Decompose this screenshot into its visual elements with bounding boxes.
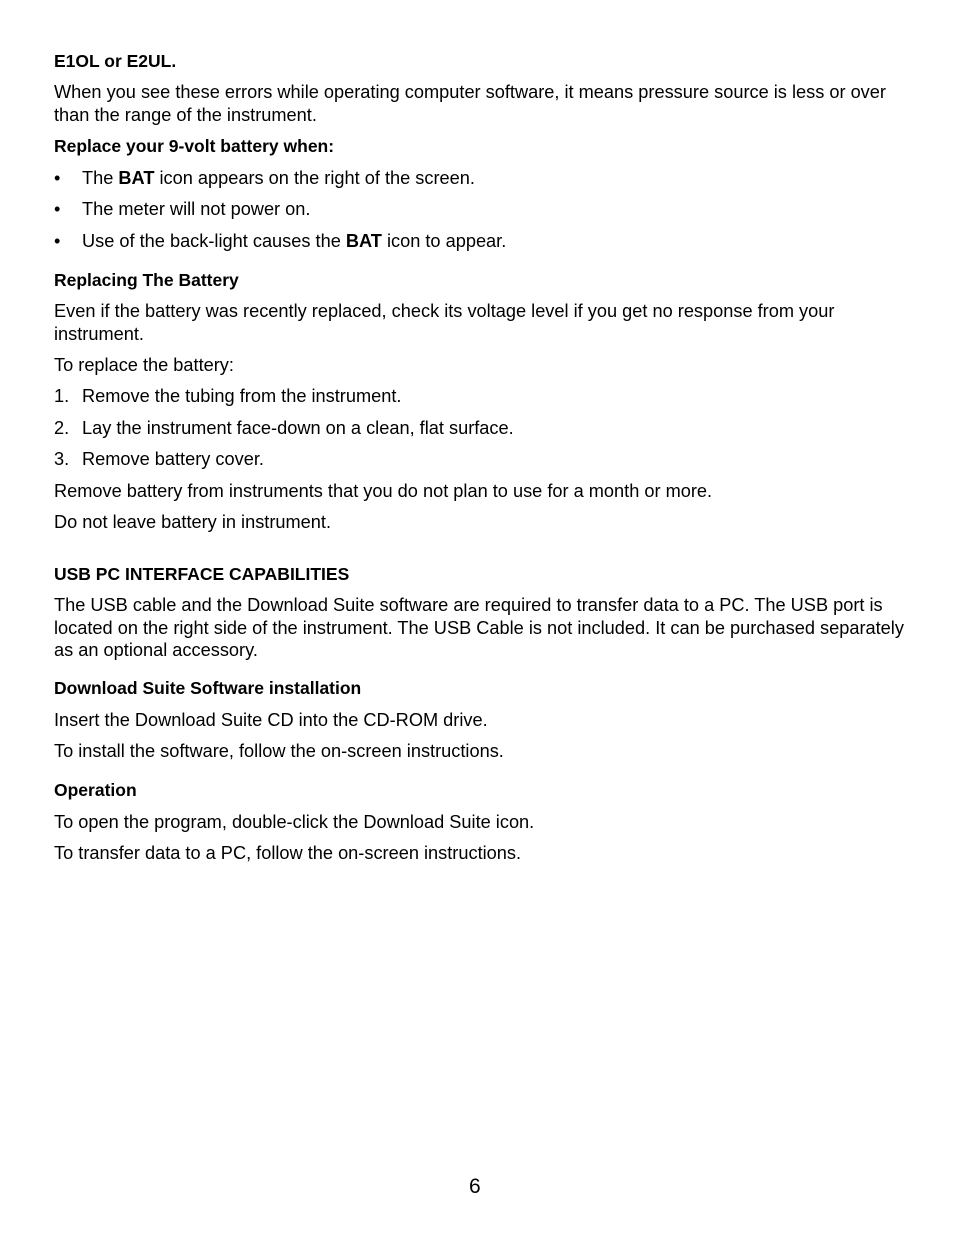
step-text: Lay the instrument face-down on a clean, flat surface. [82, 418, 514, 438]
install-text: Insert the Download Suite CD into the CD-ROM drive. [54, 710, 488, 730]
page-number: 6 [469, 1175, 481, 1198]
replacing-heading: Replacing The Battery [54, 270, 239, 290]
operation-heading: Operation [54, 780, 137, 800]
bullet-text: Use of the back-light causes the BAT icon to appear. [82, 231, 507, 251]
install-heading: Download Suite Software installation [54, 678, 362, 698]
bat-label: BAT [345, 231, 382, 251]
bullet-text: The meter will not power on. [82, 199, 311, 219]
bullet-marker: • [54, 231, 61, 251]
step-number: 2. [54, 418, 70, 438]
step-text: Remove the tubing from the instrument. [82, 386, 402, 406]
replacing-note: Remove battery from instruments that you do not plan to use for a month or more. [54, 481, 713, 501]
bullet-text: The BAT icon appears on the right of the screen. [82, 168, 475, 188]
battery-replace-heading: Replace your 9-volt battery when: [54, 136, 335, 156]
bat-label: BAT [118, 168, 155, 188]
bullet-marker: • [54, 199, 61, 219]
errors-heading: E1OL or E2UL. [54, 51, 177, 71]
step-number: 3. [54, 449, 70, 469]
replacing-note: Do not leave battery in instrument. [54, 512, 331, 532]
replacing-lead: To replace the battery: [54, 355, 234, 375]
replacing-intro: Even if the battery was recently replaced, check its voltage level if you get no response from your instrument. [54, 301, 835, 344]
usb-text: The USB cable and the Download Suite software are required to transfer data to a PC. The USB port is located on the right side of the instrument. The USB Cable is not included. It can be purchased separately as an optional accessory. [54, 595, 904, 660]
operation-text: To transfer data to a PC, follow the on-screen instructions. [54, 843, 522, 863]
bullet-marker: • [54, 168, 61, 188]
usb-heading: USB PC INTERFACE CAPABILITIES [54, 564, 350, 584]
install-text: To install the software, follow the on-screen instructions. [54, 741, 504, 761]
step-text: Remove battery cover. [82, 449, 264, 469]
operation-text: To open the program, double-click the Download Suite icon. [54, 812, 535, 832]
errors-text: When you see these errors while operating computer software, it means pressure source is less or over than the range of the instrument. [54, 82, 886, 125]
step-number: 1. [54, 386, 70, 406]
